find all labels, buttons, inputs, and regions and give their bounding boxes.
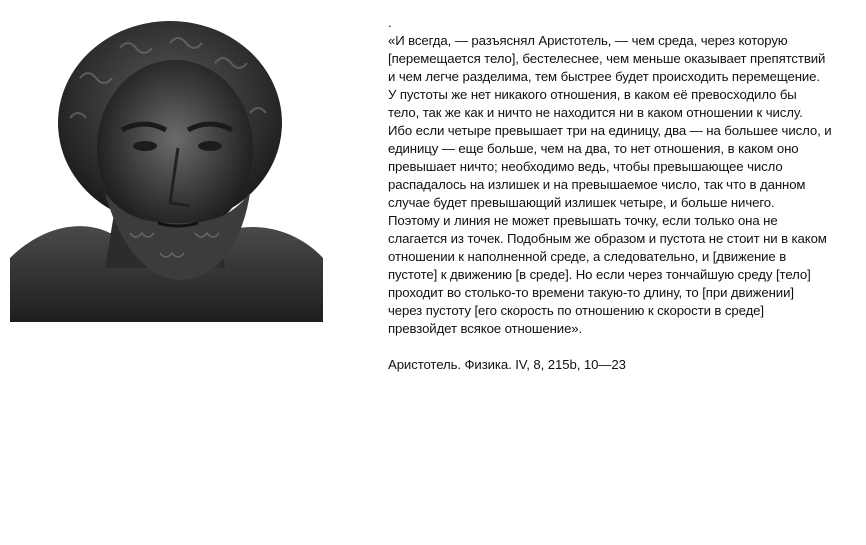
quote-line: через пустоту [его скорость по отношению к скорости в среде] [388,303,764,318]
aristotle-bust-image [10,18,323,322]
quote-line: превзойдет всякое отношение». [388,321,583,336]
quote-line: превышает ничто; необходимо ведь, чтобы превышающее число [388,159,783,174]
quote-line: отношении к наполненной среде, а следовательно, и [движение в [388,249,787,264]
quote-line: У пустоты же нет никакого отношения, в каком её превосходило бы [388,87,797,102]
quote-marker: . [388,15,392,30]
quote-line: пустоте] к движению [в среде]. Но если через тончайшую среду [тело] [388,267,811,282]
quote-block [388,14,856,374]
quote-line: «И всегда, — разъяснял Аристотель, — чем среда, через которую [388,33,788,48]
quote-line: распадалось на излишек и на превышаемое число, так что в данном [388,177,806,192]
quote-line: проходит во столько-то времени такую-то длину, то [при движении] [388,285,794,300]
quote-line: Поэтому и линия не может превышать точку, если только она не [388,213,778,228]
quote-line: единицу — еще больше, чем на два, то нет отношения, в каком оно [388,141,799,156]
quote-line: и чем легче разделима, тем быстрее будет происходить перемещение. [388,69,820,84]
quote-line: случае будет превышающий излишек четыре, и больше ничего. [388,195,775,210]
quote-line: слагается из точек. Подобным же образом и пустота не стоит ни в каком [388,231,827,246]
quote-source: Аристотель. Физика. IV, 8, 215b, 10—23 [388,357,626,372]
quote-line: Ибо если четыре превышает три на единицу, два — на большее число, и [388,123,832,138]
quote-line: [перемещается тело], бестелеснее, чем меньше оказывает препятствий [388,51,826,66]
portrait-bust-icon [10,18,323,322]
quote-line: тело, так же как и ничто не находится ни в каком отношении к числу. [388,105,803,120]
